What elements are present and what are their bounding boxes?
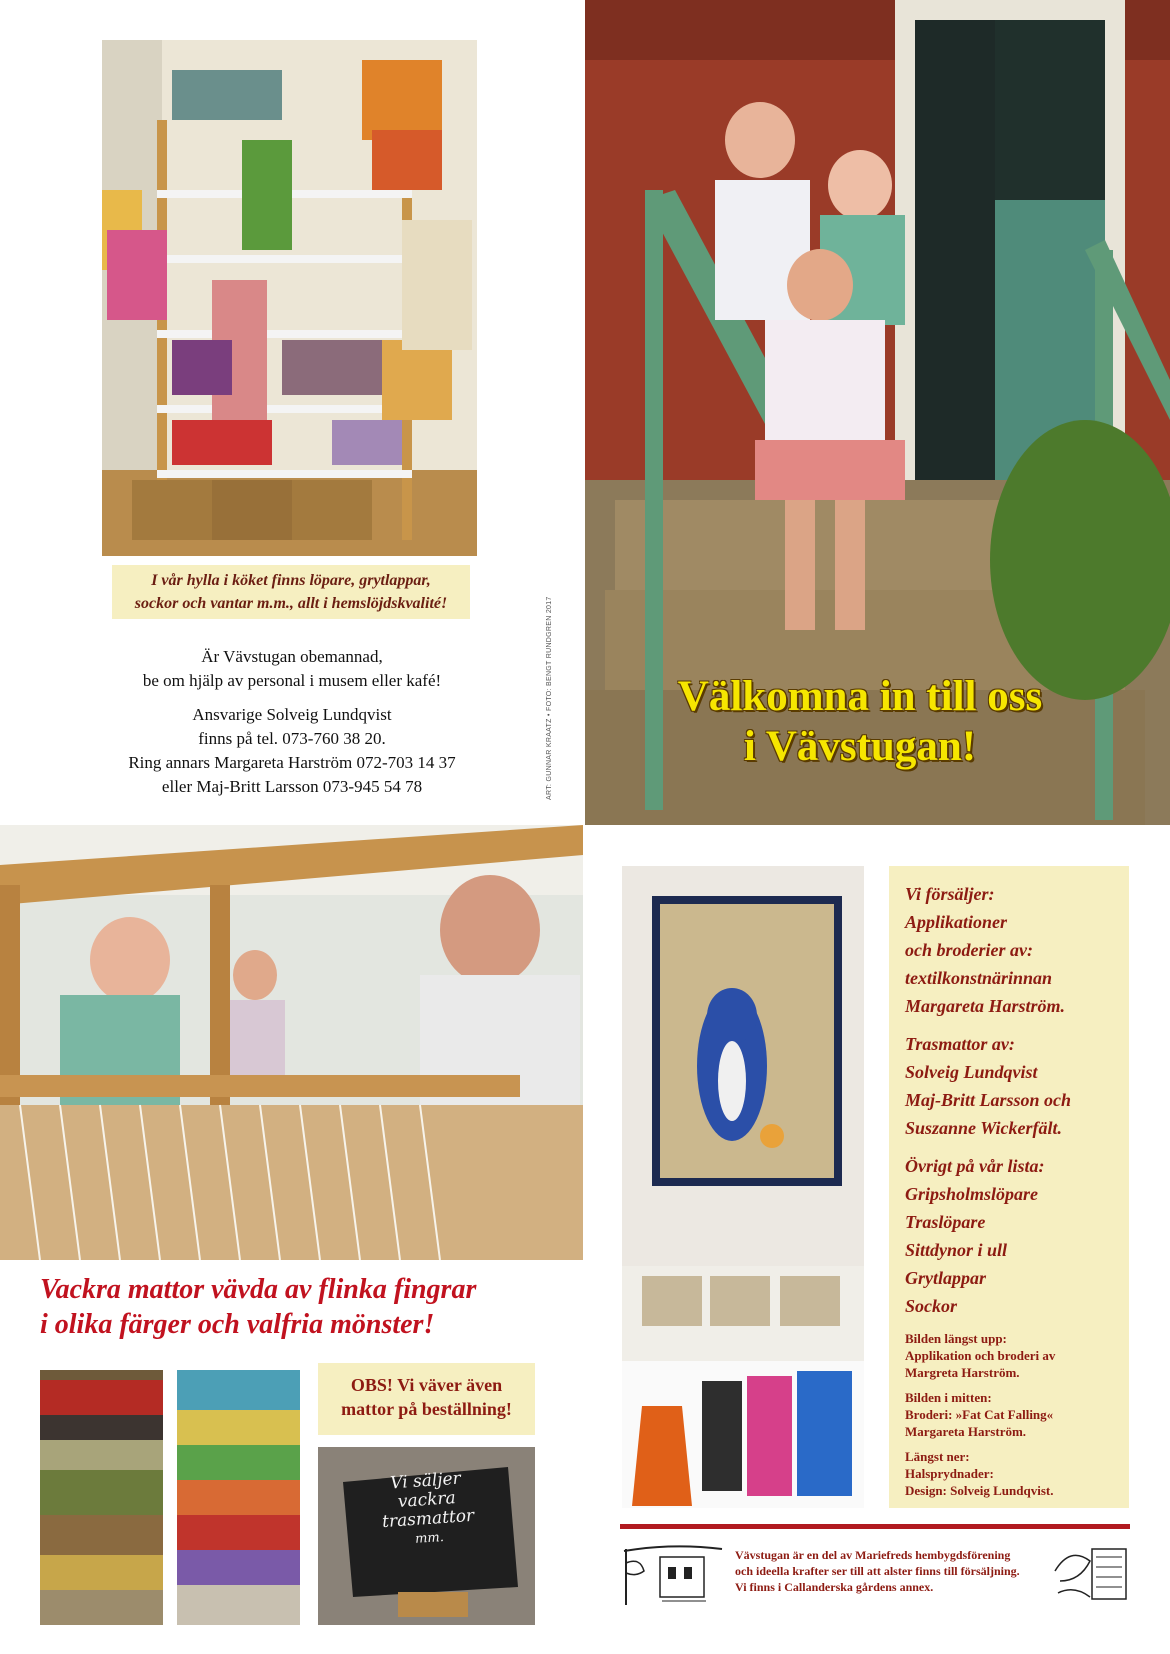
shelf-caption-line1: I vår hylla i köket finns löpare, grytlappar, <box>151 572 431 589</box>
sales-b-item: Solveig Lundqvist <box>905 1062 1038 1082</box>
note-line: Längst ner: <box>905 1449 970 1464</box>
weaving-illustration <box>1050 1541 1132 1611</box>
rugs-photo <box>40 1370 163 1625</box>
loom-caption <box>40 1272 585 1342</box>
unmanned-line2: be om hjälp av personal i musem eller kafé! <box>142 671 442 690</box>
footer-text <box>735 1547 1045 1595</box>
photo-note-top <box>905 1330 1113 1381</box>
note-line: Applikation och broderi av <box>905 1348 1056 1363</box>
welcome-heading <box>590 672 1130 772</box>
shelf-caption-line2: sockor och vantar m.m., allt i hemslöjdskvalité! <box>134 595 448 612</box>
sales-group-other <box>905 1152 1113 1320</box>
sales-group-rugs <box>905 1030 1113 1142</box>
yarn-spools-photo <box>177 1370 300 1625</box>
sales-c-item: Grytlappar <box>905 1268 986 1288</box>
loom-caption-line1: Vackra mattor vävda av flinka fingrar <box>40 1274 477 1305</box>
welcome-line2: i Vävstugan! <box>743 723 977 770</box>
sign-text <box>343 1466 513 1553</box>
note-line: Broderi: »Fat Cat Falling« <box>905 1407 1054 1422</box>
applique-photo <box>622 866 864 1508</box>
footer-line3: Vi finns i Callanderska gårdens annex. <box>735 1580 934 1594</box>
welcome-line1: Välkomna in till oss <box>677 673 1043 720</box>
shelf-caption-box <box>112 565 470 619</box>
sign-line4: mm. <box>414 1529 445 1547</box>
obs-note <box>318 1363 535 1435</box>
unmanned-line1: Är Vävstugan obemannad, <box>201 647 383 666</box>
note-line: Bilden i mitten: <box>905 1390 992 1405</box>
sign-line1: Vi säljer <box>389 1468 462 1494</box>
sales-c-item: Traslöpare <box>905 1212 986 1232</box>
loom-caption-line2: i olika färger och valfria mönster! <box>40 1309 435 1340</box>
sales-a-item: och broderier av: <box>905 940 1033 960</box>
footer-line1: Vävstugan är en del av Mariefreds hembygdsförening <box>735 1548 1011 1562</box>
sales-c-item: Övrigt på vår lista: <box>905 1156 1045 1176</box>
sales-b-item: Maj-Britt Larsson och <box>905 1090 1072 1110</box>
hembygdsforening-logo <box>622 1543 727 1607</box>
alt-contact-line2: eller Maj-Britt Larsson 073-945 54 78 <box>161 777 423 796</box>
sales-list <box>889 866 1129 1508</box>
note-line: Margareta Harström. <box>905 1424 1027 1439</box>
sales-c-item: Gripsholmslöpare <box>905 1184 1039 1204</box>
sales-b-item: Suszanne Wickerfält. <box>905 1118 1063 1138</box>
alt-contact-line1: Ring annars Margareta Harström 072-703 14 37 <box>128 753 456 772</box>
photo-credit: ART: GUNNAR KRAATZ • FOTO: BENGT RUNDGREN 2017 <box>546 596 553 800</box>
sign-line2: vackra <box>397 1488 457 1513</box>
responsible-line2: finns på tel. 073-760 38 20. <box>198 729 386 748</box>
note-line: Margreta Harström. <box>905 1365 1020 1380</box>
note-line: Halsprydnader: <box>905 1466 994 1481</box>
responsible-line1: Ansvarige Solveig Lundqvist <box>192 705 392 724</box>
footer-line2: och ideella krafter ser till att alster finns till försäljning. <box>735 1564 1020 1578</box>
photo-note-bottom <box>905 1448 1113 1499</box>
footer-rule <box>620 1524 1130 1529</box>
loom-photo <box>0 825 583 1260</box>
note-line: Design: Solveig Lundqvist. <box>905 1483 1054 1498</box>
contact-info <box>82 645 502 799</box>
obs-line1: OBS! Vi väver även <box>350 1375 503 1395</box>
sales-a-item: textilkonstnärinnan <box>905 968 1053 988</box>
sales-group-applique <box>905 908 1113 1020</box>
sales-a-item: Applikationer <box>905 912 1008 932</box>
shelf-photo <box>102 40 477 556</box>
sales-c-item: Sittdynor i ull <box>905 1240 1008 1260</box>
sales-a-item: Margareta Harström. <box>905 996 1066 1016</box>
photo-note-middle <box>905 1389 1113 1440</box>
sales-c-item: Sockor <box>905 1296 958 1316</box>
sales-heading: Vi försäljer: <box>905 884 995 904</box>
sign-line3: trasmattor <box>381 1505 475 1533</box>
sales-b-item: Trasmattor av: <box>905 1034 1015 1054</box>
obs-line2: mattor på beställning! <box>341 1399 512 1419</box>
note-line: Bilden längst upp: <box>905 1331 1007 1346</box>
